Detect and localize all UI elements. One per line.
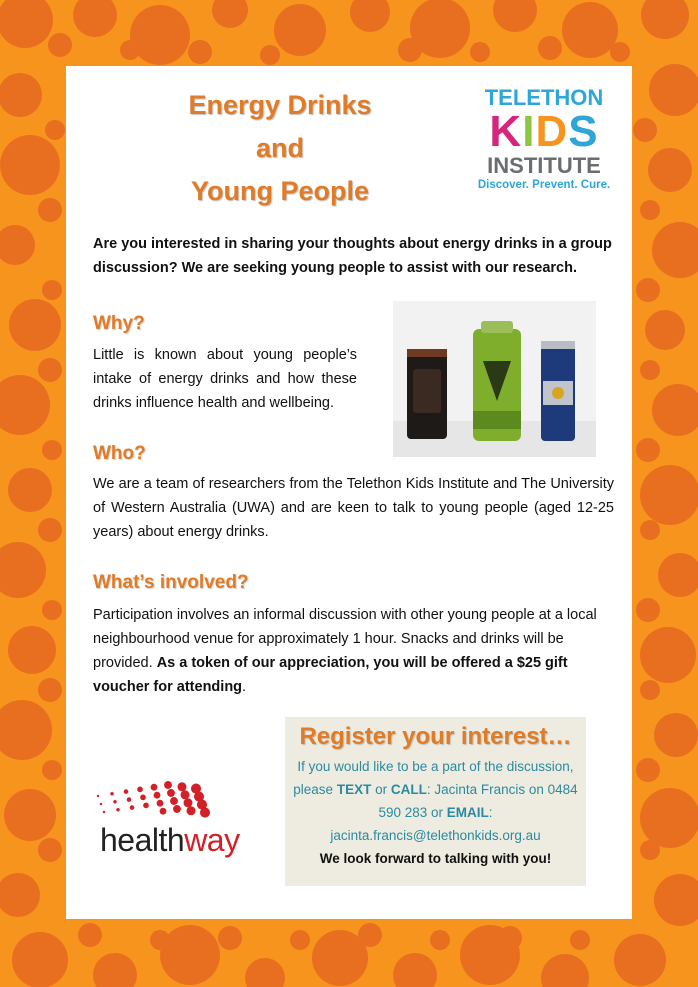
background-dot	[0, 700, 52, 760]
background-dot	[0, 73, 42, 117]
who-text: We are a team of researchers from the Telethon Kids Institute and The University of Western Australia (UWA) and are keen to talk to young people (aged 12-25 years) about energy drinks.	[93, 476, 614, 540]
logo-letter: S	[568, 107, 599, 156]
background-dot	[430, 930, 450, 950]
background-dot	[640, 520, 660, 540]
healthway-dot	[110, 792, 114, 796]
background-dot	[38, 358, 62, 382]
background-dot	[636, 278, 660, 302]
healthway-dot	[170, 797, 178, 805]
background-dot	[48, 33, 72, 57]
background-dot	[640, 788, 698, 848]
flyer-title	[100, 84, 460, 213]
healthway-dot	[151, 784, 158, 791]
background-dot	[160, 925, 220, 985]
register-text: :	[488, 805, 493, 820]
involved-heading: What’s involved?	[93, 572, 249, 593]
background-dot	[645, 310, 685, 350]
background-dot	[640, 465, 698, 525]
why-text: Little is known about young people’s intake of energy drinks and how these drinks influence health and wellbeing.	[93, 347, 357, 411]
background-dot	[640, 680, 660, 700]
background-dot	[0, 873, 40, 917]
background-dot	[218, 926, 242, 950]
background-dot	[8, 626, 56, 674]
background-dot	[649, 64, 698, 116]
background-dot	[38, 838, 62, 862]
background-dot	[245, 958, 285, 987]
healthway-dot	[103, 811, 105, 813]
background-dot	[274, 4, 326, 56]
healthway-dot	[187, 806, 196, 815]
healthway-dot	[154, 792, 161, 799]
background-dot	[654, 874, 698, 926]
healthway-dot	[116, 808, 120, 812]
involved-text	[93, 603, 614, 699]
logo-letter: I	[522, 107, 536, 156]
background-dot	[610, 42, 630, 62]
involved-body: Participation involves an informal discussion with other young people at a local neighbourhood venue for approximately 1 hour. Snacks and drinks will be provided.	[93, 607, 597, 671]
background-dot	[641, 0, 689, 39]
intro-text: Are you interested in sharing your thoughts about energy drinks in a group discussion? We are seeking young people to assist with our research.	[93, 236, 612, 276]
background-dot	[654, 713, 698, 757]
healthway-dot	[184, 798, 193, 807]
healthway-dot	[167, 789, 175, 797]
healthway-dot	[124, 789, 129, 794]
background-dot	[652, 384, 698, 436]
background-dot	[614, 934, 666, 986]
healthway-logo	[90, 766, 260, 862]
background-dot	[636, 758, 660, 782]
background-dot	[652, 222, 698, 278]
healthway-dot	[181, 790, 190, 799]
background-dot	[42, 600, 62, 620]
background-dot	[358, 923, 382, 947]
background-dot	[212, 0, 248, 28]
background-dot	[260, 45, 280, 65]
background-dot	[42, 760, 62, 780]
register-text: If you would like to be a part of the discussion, please	[293, 759, 574, 797]
register-body	[285, 755, 586, 870]
background-dot	[493, 0, 537, 32]
healthway-dot	[140, 795, 146, 801]
healthway-word: health	[100, 822, 185, 858]
background-dot	[0, 375, 50, 435]
background-dot	[636, 598, 660, 622]
title-line: Energy Drinks	[188, 90, 372, 120]
healthway-dot	[137, 787, 143, 793]
register-email-link[interactable]: jacinta.francis@telethonkids.org.au	[330, 828, 541, 843]
healthway-dot	[130, 805, 135, 810]
healthway-dot	[100, 803, 102, 805]
background-dot	[538, 36, 562, 60]
healthway-dot	[164, 781, 172, 789]
background-dot	[78, 923, 102, 947]
background-dot	[93, 953, 137, 987]
background-dot	[38, 198, 62, 222]
background-dot	[570, 930, 590, 950]
background-dot	[0, 135, 60, 195]
background-dot	[38, 678, 62, 702]
involved-bold: As a token of our appreciation, you will be offered a $25 gift voucher for attending	[93, 655, 568, 695]
background-dot	[393, 953, 437, 987]
background-dot	[120, 40, 140, 60]
background-dot	[640, 627, 696, 683]
healthway-dot	[97, 795, 99, 797]
healthway-dots-icon	[90, 766, 260, 826]
background-dot	[636, 438, 660, 462]
why-heading: Why?	[93, 313, 145, 334]
healthway-dot	[157, 800, 164, 807]
logo-line: TELETHON	[484, 85, 604, 110]
healthway-dot	[160, 808, 167, 815]
logo-letter: K	[489, 107, 523, 156]
logo-letter: D	[535, 107, 569, 156]
who-heading: Who?	[93, 443, 146, 464]
background-dot	[562, 2, 618, 58]
register-closing: We look forward to talking with you!	[319, 851, 552, 866]
healthway-wordmark	[100, 822, 240, 859]
background-dot	[648, 148, 692, 192]
logo-kids	[472, 107, 616, 156]
register-box	[285, 717, 586, 886]
title-line: and	[255, 133, 304, 163]
energy-drink-cans-photo	[393, 301, 596, 457]
background-dot	[42, 440, 62, 460]
healthway-dot	[113, 800, 117, 804]
background-dot	[130, 5, 190, 65]
register-keyword: EMAIL	[446, 805, 489, 820]
healthway-dot	[127, 797, 132, 802]
background-dot	[38, 518, 62, 542]
background-dot	[541, 954, 589, 987]
background-dot	[8, 468, 52, 512]
background-dot	[290, 930, 310, 950]
healthway-dot	[200, 808, 210, 818]
background-dot	[45, 120, 65, 140]
healthway-word: way	[184, 822, 240, 858]
background-dot	[42, 280, 62, 300]
involved-end: .	[242, 679, 247, 695]
background-dot	[0, 0, 53, 48]
register-keyword: CALL	[390, 782, 427, 797]
telethon-kids-logo	[472, 86, 616, 198]
register-keyword: TEXT	[336, 782, 372, 797]
background-dot	[398, 38, 422, 62]
background-dot	[350, 0, 390, 32]
background-dot	[470, 42, 490, 62]
background-dot	[633, 118, 657, 142]
background-dot	[658, 553, 698, 597]
healthway-dot	[178, 782, 187, 791]
logo-tagline: Discover. Prevent. Cure.	[477, 179, 611, 191]
background-dot	[640, 360, 660, 380]
register-text: or	[371, 782, 391, 797]
background-dot	[188, 40, 212, 64]
title-line: Young People	[190, 176, 369, 206]
background-dot	[12, 932, 68, 987]
background-dot	[640, 200, 660, 220]
background-dot	[498, 926, 522, 950]
background-dot	[4, 789, 56, 841]
background-dot	[0, 542, 46, 598]
background-dot	[150, 930, 170, 950]
healthway-dot	[143, 803, 149, 809]
background-dot	[73, 0, 117, 37]
background-dot	[640, 840, 660, 860]
background-dot	[9, 299, 61, 351]
register-heading: Register your interest…	[299, 723, 572, 750]
register-text: : Jacinta Francis on 0484 590 283 or	[378, 782, 578, 820]
logo-line: INSTITUTE	[487, 153, 601, 178]
background-dot	[0, 225, 35, 265]
healthway-dot	[173, 805, 181, 813]
